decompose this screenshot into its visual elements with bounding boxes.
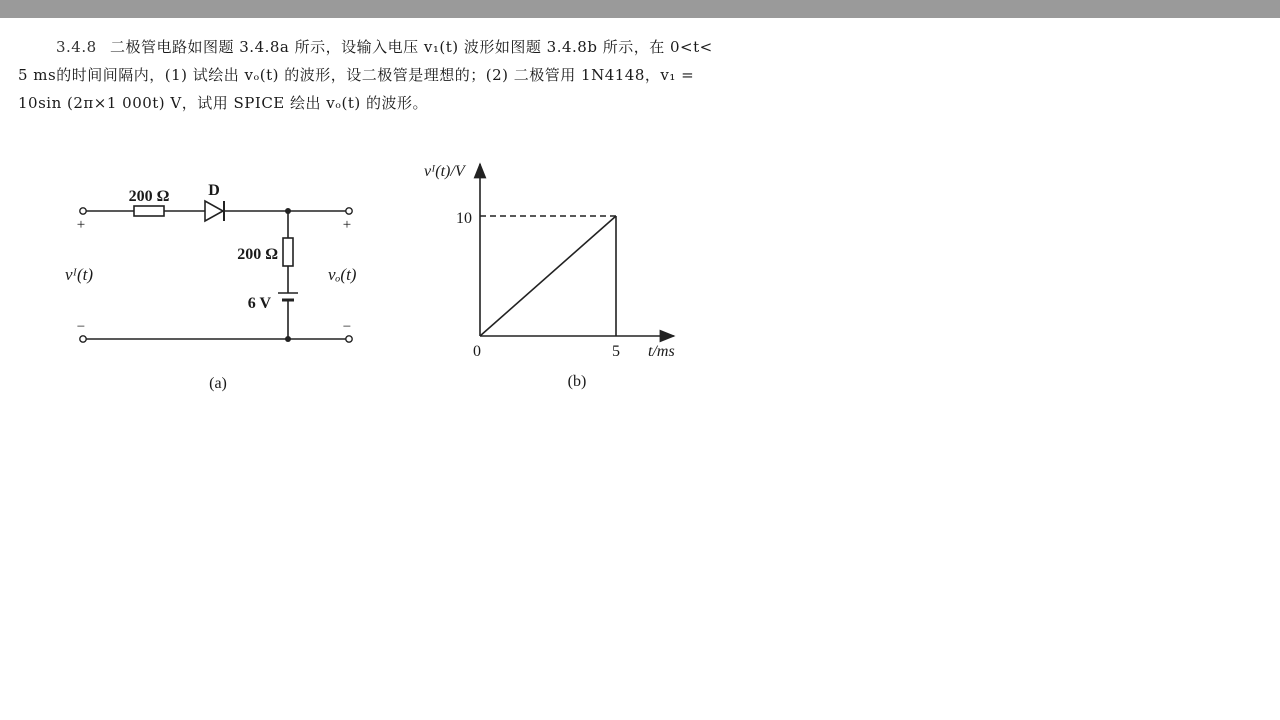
x-tick-end-label: 5 <box>612 343 620 360</box>
problem-line-2: 5 ms的时间间隔内，(1) 试绘出 vₒ(t) 的波形，设二极管是理想的；(2) 二极管用 1N4148，v₁ = <box>18 66 695 84</box>
problem-line-1-text: 二极管电路如图题 3.4.8a 所示，设输入电压 v₁(t) 波形如图题 3.4.8b 所示，在 0<t< <box>110 38 713 56</box>
waveform-graph <box>410 150 710 400</box>
x-tick-origin-label: 0 <box>473 343 481 360</box>
caption-a: (a) <box>209 375 227 392</box>
node-bottom <box>285 336 291 342</box>
top-bar <box>0 0 1280 18</box>
caption-b: (b) <box>567 373 587 390</box>
r1-label: 200 Ω <box>128 188 170 205</box>
input-plus: + <box>76 217 86 233</box>
output-minus: − <box>342 319 352 335</box>
problem-number: 3.4.8 <box>56 38 97 56</box>
circuit-diagram <box>60 170 380 400</box>
diode-icon <box>205 201 223 221</box>
diode-label: D <box>208 182 220 199</box>
terminal-out-top <box>346 208 352 214</box>
resistor-r1 <box>134 206 164 216</box>
output-plus: + <box>342 217 352 233</box>
terminal-in-top <box>80 208 86 214</box>
problem-text <box>18 33 818 117</box>
input-minus: − <box>76 319 86 335</box>
terminal-in-bottom <box>80 336 86 342</box>
problem-line-1 <box>18 33 818 61</box>
resistor-r2 <box>283 238 293 266</box>
terminal-out-bottom <box>346 336 352 342</box>
problem-line-3: 10sin (2π×1 000t) V，试用 SPICE 绘出 vₒ(t) 的波形。 <box>18 94 429 112</box>
battery-label: 6 V <box>247 295 271 312</box>
r2-label: 200 Ω <box>237 246 278 263</box>
series-line <box>480 216 616 336</box>
input-label: vᴵ(t) <box>65 265 94 284</box>
output-label: vₒ(t) <box>328 265 357 284</box>
y-axis-label: vᴵ(t)/V <box>424 163 465 180</box>
x-axis-label: t/ms <box>648 343 675 360</box>
y-tick-label: 10 <box>456 210 472 227</box>
